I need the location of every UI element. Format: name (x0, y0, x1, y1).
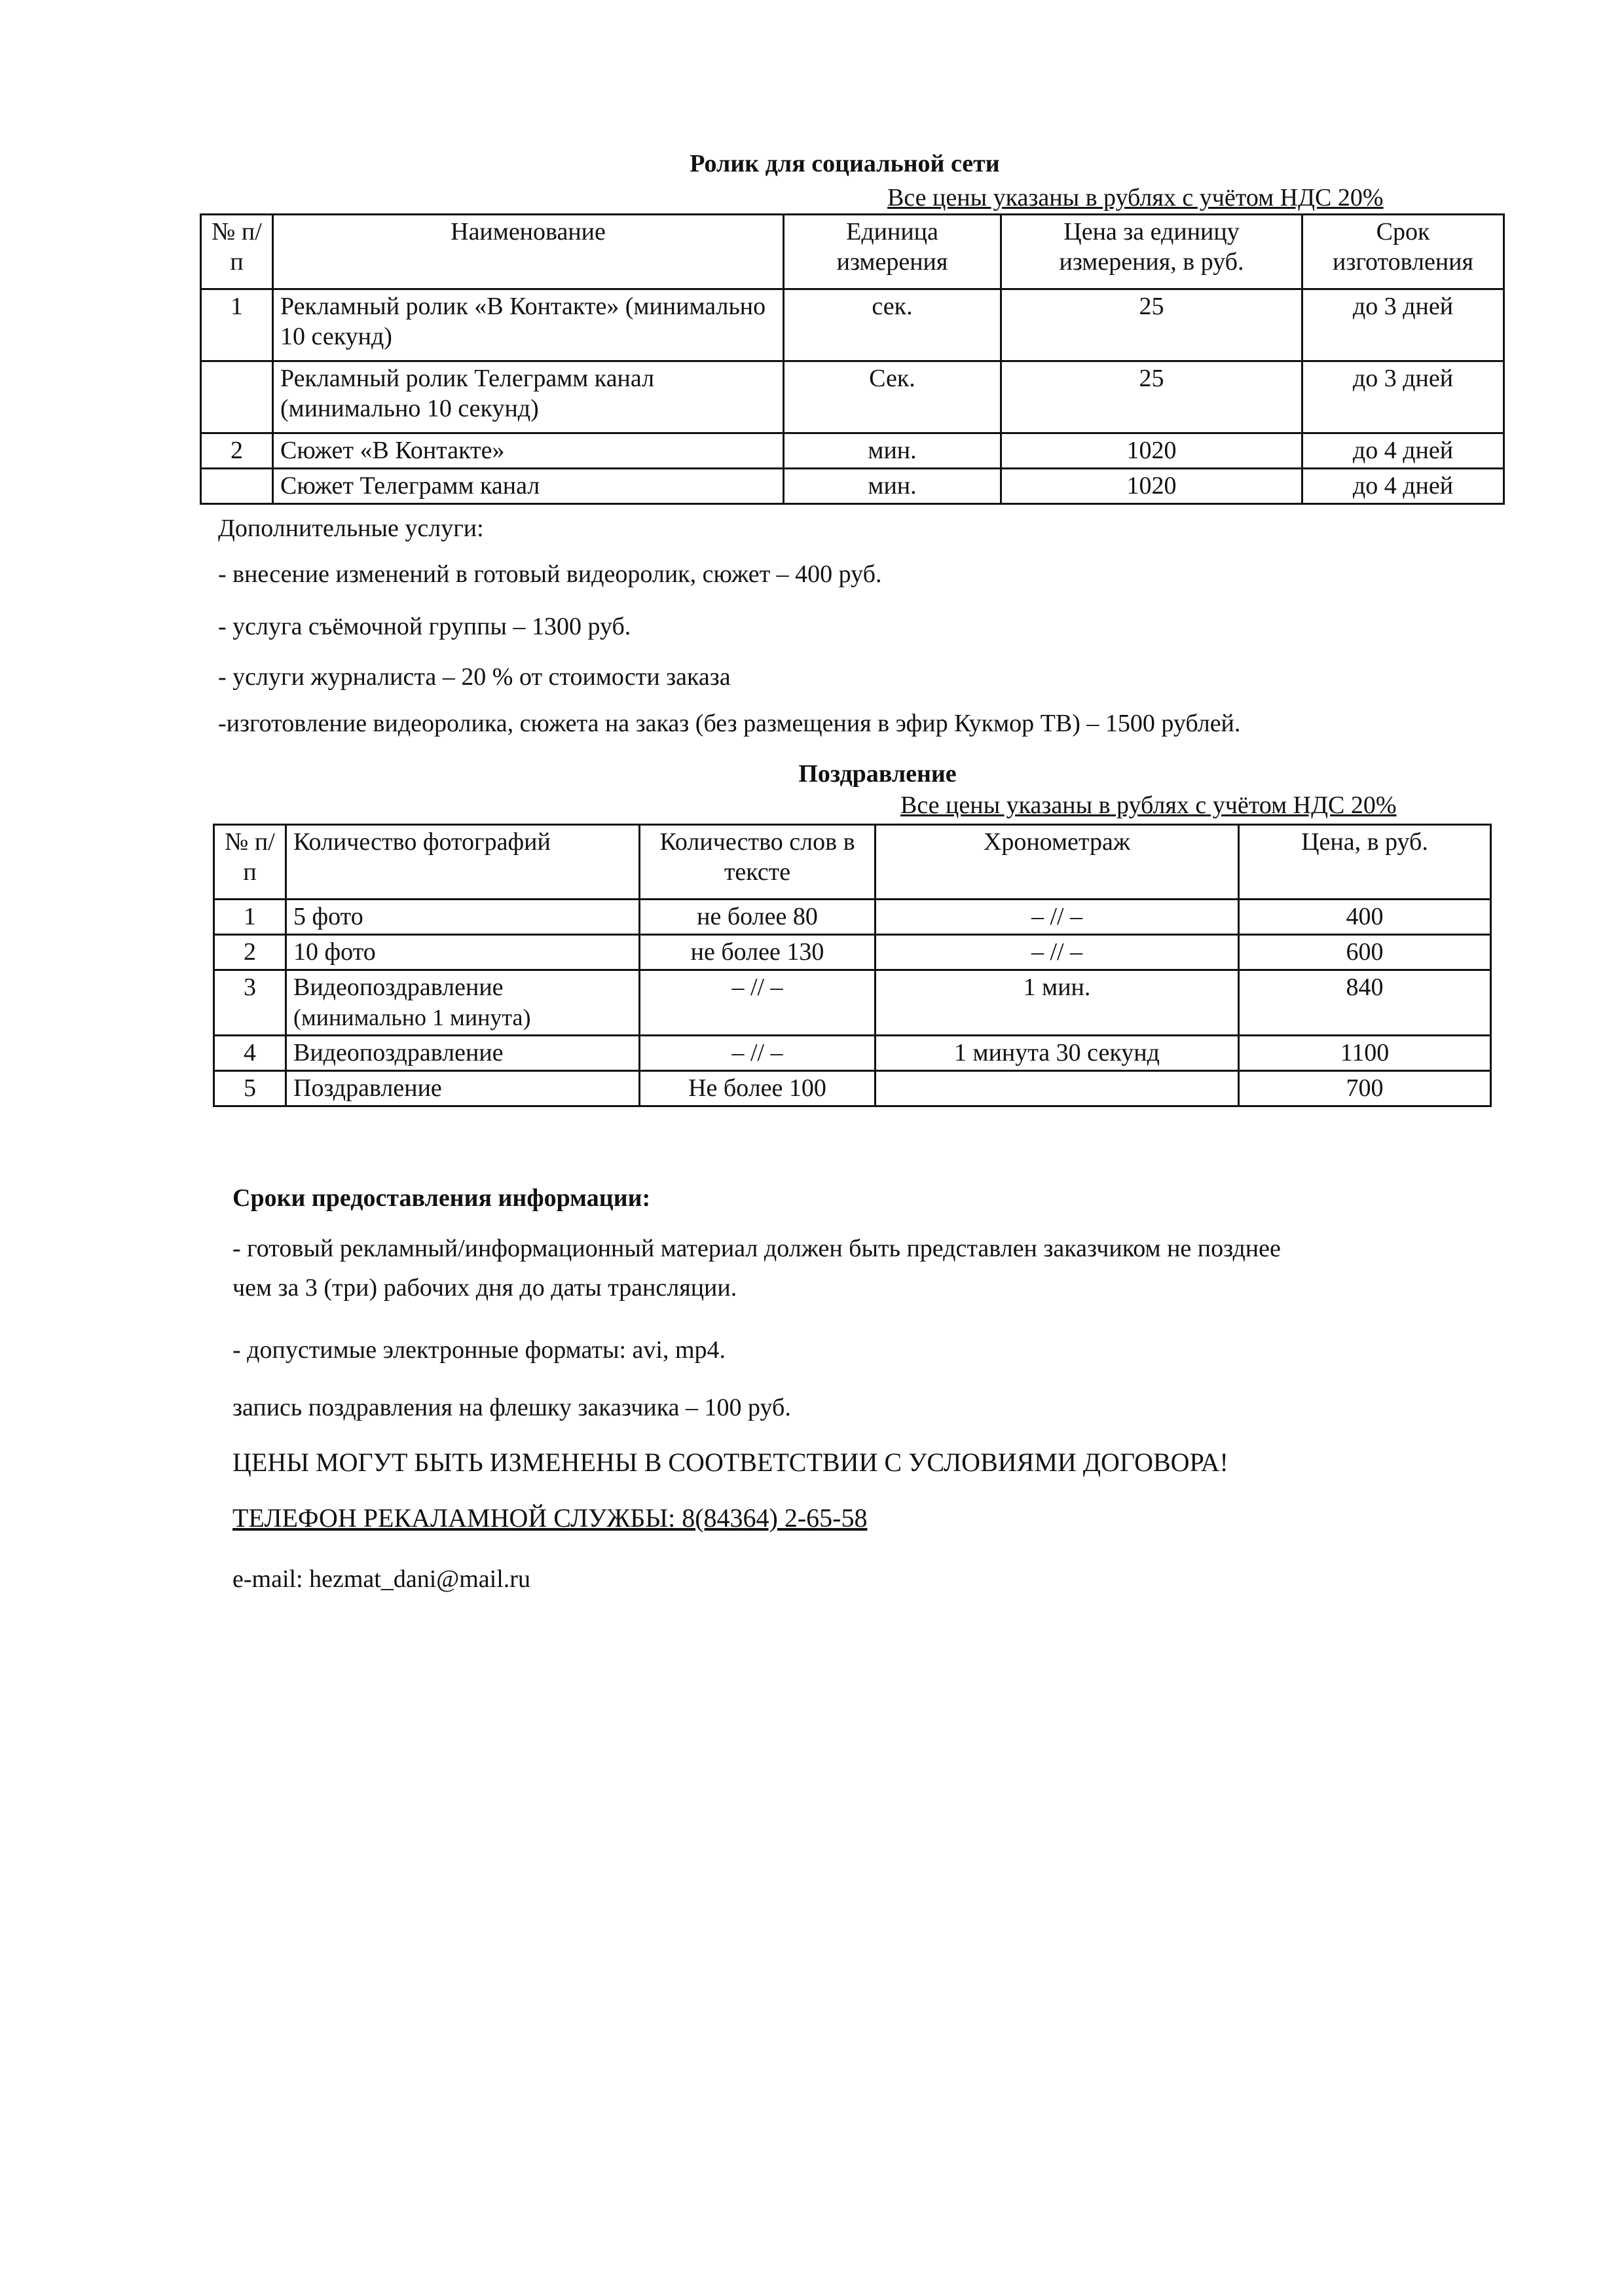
cell-price: 600 (1239, 935, 1491, 970)
cell-photos-sub: (минимально 1 минута) (293, 1004, 531, 1030)
prices-warning: ЦЕНЫ МОГУТ БЫТЬ ИЗМЕНЕНЫ В СООТВЕТСТВИИ С УСЛОВИЯМИ ДОГОВОРА! (232, 1448, 1228, 1477)
cell-name: Сюжет Телеграмм канал (273, 469, 784, 504)
cell-price: 840 (1239, 970, 1491, 1036)
table-row (214, 935, 1491, 970)
cell-price: 25 (1001, 289, 1302, 361)
cell-duration: – // – (876, 900, 1239, 935)
cell-words: – // – (640, 1036, 876, 1071)
header-num: № п/п (201, 215, 273, 289)
social-video-table (200, 213, 1505, 505)
table-row (201, 289, 1504, 361)
cell-photos (286, 970, 640, 1036)
cell-num: 2 (214, 935, 286, 970)
cell-term: до 3 дней (1302, 361, 1504, 433)
cell-price: 25 (1001, 361, 1302, 433)
cell-num: 4 (214, 1036, 286, 1071)
section-title: Ролик для социальной сети (690, 150, 1000, 177)
cell-num (201, 469, 273, 504)
table-row (201, 361, 1504, 433)
cell-duration: – // – (876, 935, 1239, 970)
cell-name: Рекламный ролик Телеграмм канал (минимально 10 секунд) (273, 361, 784, 433)
header-photos: Количество фотографий (286, 825, 640, 900)
header-price: Цена за единицу измерения, в руб. (1001, 215, 1302, 289)
header-term: Срок изготовления (1302, 215, 1504, 289)
section-title: Поздравление (798, 760, 957, 788)
cell-term: до 3 дней (1302, 289, 1504, 361)
cell-photos: 5 фото (286, 900, 640, 935)
cell-price: 1100 (1239, 1036, 1491, 1071)
cell-price: 1020 (1001, 469, 1302, 504)
terms-line: - готовый рекламный/информационный материал должен быть представлен заказчиком не позднее (232, 1235, 1281, 1262)
cell-term: до 4 дней (1302, 469, 1504, 504)
terms-heading: Сроки предоставления информации: (232, 1184, 651, 1212)
table-row (214, 1036, 1491, 1071)
cell-words: – // – (640, 970, 876, 1036)
header-name: Наименование (273, 215, 784, 289)
phone-line: ТЕЛЕФОН РЕКАЛАМНОЙ СЛУЖБЫ: 8(84364) 2-65-58 (232, 1503, 868, 1533)
cell-price: 1020 (1001, 433, 1302, 469)
extra-heading: Дополнительные услуги: (218, 515, 484, 542)
table-row (214, 900, 1491, 935)
email-line: e-mail: hezmat_dani@mail.ru (232, 1565, 530, 1593)
cell-unit: Сек. (784, 361, 1001, 433)
header-duration: Хронометраж (876, 825, 1239, 900)
cell-duration: 1 мин. (876, 970, 1239, 1036)
cell-duration (876, 1071, 1239, 1106)
cell-num: 5 (214, 1071, 286, 1106)
cell-term: до 4 дней (1302, 433, 1504, 469)
extra-item: - внесение изменений в готовый видеоролик, сюжет – 400 руб. (218, 560, 882, 588)
cell-num: 3 (214, 970, 286, 1036)
cell-name: Рекламный ролик «В Контакте» (минимально 10 секунд) (273, 289, 784, 361)
cell-words: не более 80 (640, 900, 876, 935)
table-header-row (201, 215, 1504, 289)
cell-num: 1 (214, 900, 286, 935)
cell-price: 400 (1239, 900, 1491, 935)
table-row (201, 433, 1504, 469)
terms-line: - допустимые электронные форматы: avi, mp4. (232, 1336, 726, 1364)
cell-name: Сюжет «В Контакте» (273, 433, 784, 469)
greeting-table (213, 824, 1492, 1107)
cell-unit: мин. (784, 433, 1001, 469)
cell-photos-main: Видеопоздравление (293, 974, 504, 1001)
vat-note: Все цены указаны в рублях с учётом НДС 20% (900, 792, 1397, 819)
vat-note: Все цены указаны в рублях с учётом НДС 20% (887, 184, 1384, 211)
table-row (201, 469, 1504, 504)
table-row (214, 970, 1491, 1036)
cell-photos: Видеопоздравление (286, 1036, 640, 1071)
terms-line: запись поздравления на флешку заказчика – 100 руб. (232, 1394, 791, 1421)
header-words: Количество слов в тексте (640, 825, 876, 900)
cell-unit: мин. (784, 469, 1001, 504)
cell-photos: Поздравление (286, 1071, 640, 1106)
header-price: Цена, в руб. (1239, 825, 1491, 900)
extra-item: - услуги журналиста – 20 % от стоимости заказа (218, 663, 731, 691)
terms-line: чем за 3 (три) рабочих дня до даты трансляции. (232, 1274, 737, 1302)
extra-item: - услуга съёмочной группы – 1300 руб. (218, 613, 631, 640)
cell-duration: 1 минута 30 секунд (876, 1036, 1239, 1071)
header-num: № п/п (214, 825, 286, 900)
cell-unit: сек. (784, 289, 1001, 361)
extra-item: -изготовление видеоролика, сюжета на заказ (без размещения в эфир Кукмор ТВ) – 1500 рублей. (218, 710, 1241, 737)
cell-price: 700 (1239, 1071, 1491, 1106)
header-unit: Единица измерения (784, 215, 1001, 289)
cell-num: 1 (201, 289, 273, 361)
table-header-row (214, 825, 1491, 900)
cell-words: Не более 100 (640, 1071, 876, 1106)
cell-words: не более 130 (640, 935, 876, 970)
table-row (214, 1071, 1491, 1106)
cell-photos: 10 фото (286, 935, 640, 970)
cell-num (201, 361, 273, 433)
cell-num: 2 (201, 433, 273, 469)
